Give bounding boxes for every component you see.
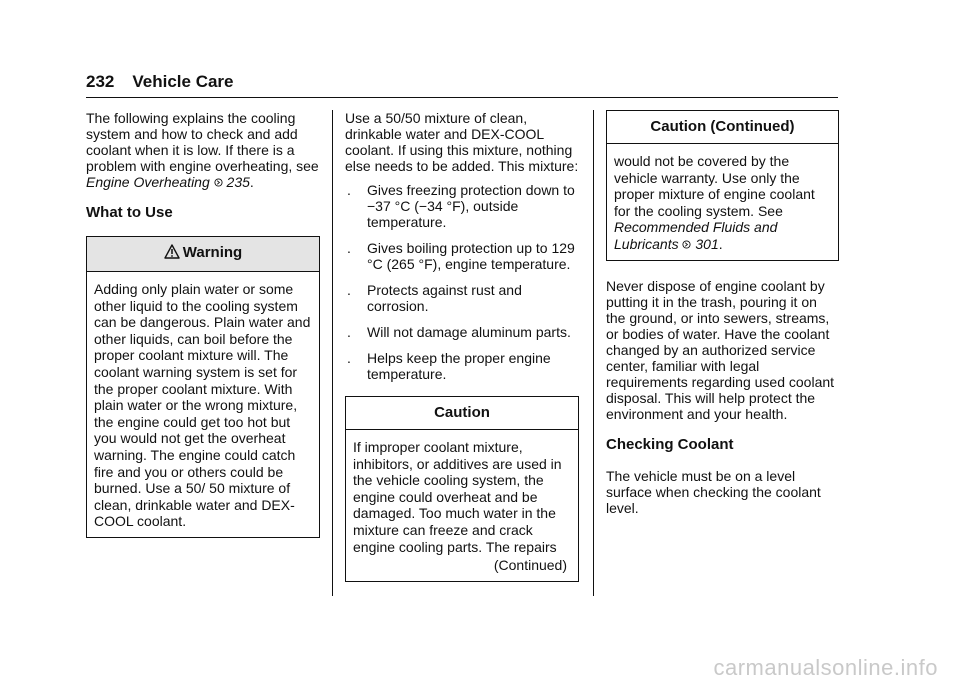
disposal-paragraph: Never dispose of engine coolant by putting it in the trash, pouring it on the ground, or into sewers, streams, or bodies of water. Have the coolant changed by an authorized service center, familiar with legal requirements regarding used coolant disposal. This will help protect the environment and your health. [606,277,835,422]
continued-label: (Continued) [493,557,567,574]
bullet-dot: . [347,282,351,298]
page-header [86,71,234,93]
caution-box [345,396,579,582]
what-to-use-heading: What to Use [86,204,173,221]
caution-body: If improper coolant mixture, inhibitors, or additives are used in the vehicle cooling system, the engine could overheat and be damaged. Too much water in the mixture can freeze and crack engine cooling parts. The repairs (Continued) [346,430,578,581]
recommended-fluids-link[interactable]: Recommended Fluids and Lubricants [614,219,778,252]
caution-header: Caution [346,397,578,430]
mixture-benefits-list [345,182,579,382]
page-number: 232 [86,72,115,91]
page-ref-number[interactable]: 235 [226,174,250,190]
caution-continued-header: Caution (Continued) [607,111,838,144]
intro-paragraph: The following explains the cooling system and how to check and add coolant when it is low. If there is a problem with engine overheating, see Engine Overheating 235. [86,110,319,190]
page-ref-number[interactable]: 301 [695,235,719,252]
checking-coolant-heading: Checking Coolant [606,435,734,453]
page-ref-icon [214,174,227,190]
list-item: . Protects against rust and corrosion. [347,282,522,314]
warning-title: Warning [182,244,243,261]
column-divider [593,110,594,596]
bullet-dot: . [347,324,351,340]
warning-header [87,237,319,272]
list-item: . Gives freezing protection down to −37 °C (−34 °F), outside temperature. [347,182,575,230]
column-3 [606,110,839,516]
warning-box [86,236,320,538]
list-item: . Helps keep the proper engine temperature. [347,350,551,382]
watermark: carmanualsonline.info [713,655,938,680]
mixture-intro: Use a 50/50 mixture of clean, drinkable water and DEX-COOL coolant. If using this mixture, nothing else needs to be added. This mixture: [345,110,579,174]
engine-overheating-link[interactable]: Engine Overheating [86,174,210,190]
header-rule [86,97,838,98]
checking-paragraph: The vehicle must be on a level surface when checking the coolant level. [606,467,821,516]
list-item: . Gives boiling protection up to 129 °C (265 °F), engine temperature. [347,240,575,272]
bullet-dot: . [347,182,351,198]
caution-continued-body: would not be covered by the vehicle warranty. Use only the proper mixture of engine coolant for the cooling system. See Recommended Fluids and Lubricants 301. [614,153,815,252]
column-2 [345,110,579,582]
warning-triangle-icon [164,244,180,263]
column-1 [86,110,320,538]
column-divider [332,110,333,596]
bullet-dot: . [347,350,351,366]
intro-text: The following explains the cooling system and how to check and add coolant when it is low. If there is a problem with engine overheating, see [86,110,319,174]
page-ref-icon [682,236,695,252]
section-title: Vehicle Care [132,72,234,91]
list-item: . Will not damage aluminum parts. [347,324,571,340]
bullet-dot: . [347,240,351,256]
warning-body: Adding only plain water or some other liquid to the cooling system can be dangerous. Plain water and other liquids, can boil before the proper coolant mixture will. The coolant warning system is set for the proper coolant mixture. With plain water or the wrong mixture, the engine could get too hot but you would not get the overheat warning. The engine could catch fire and you or others could be burned. Use a 50/ 50 mixture of clean, drinkable water and DEX-COOL coolant. [94,281,311,530]
caution-continued-box [606,110,839,261]
